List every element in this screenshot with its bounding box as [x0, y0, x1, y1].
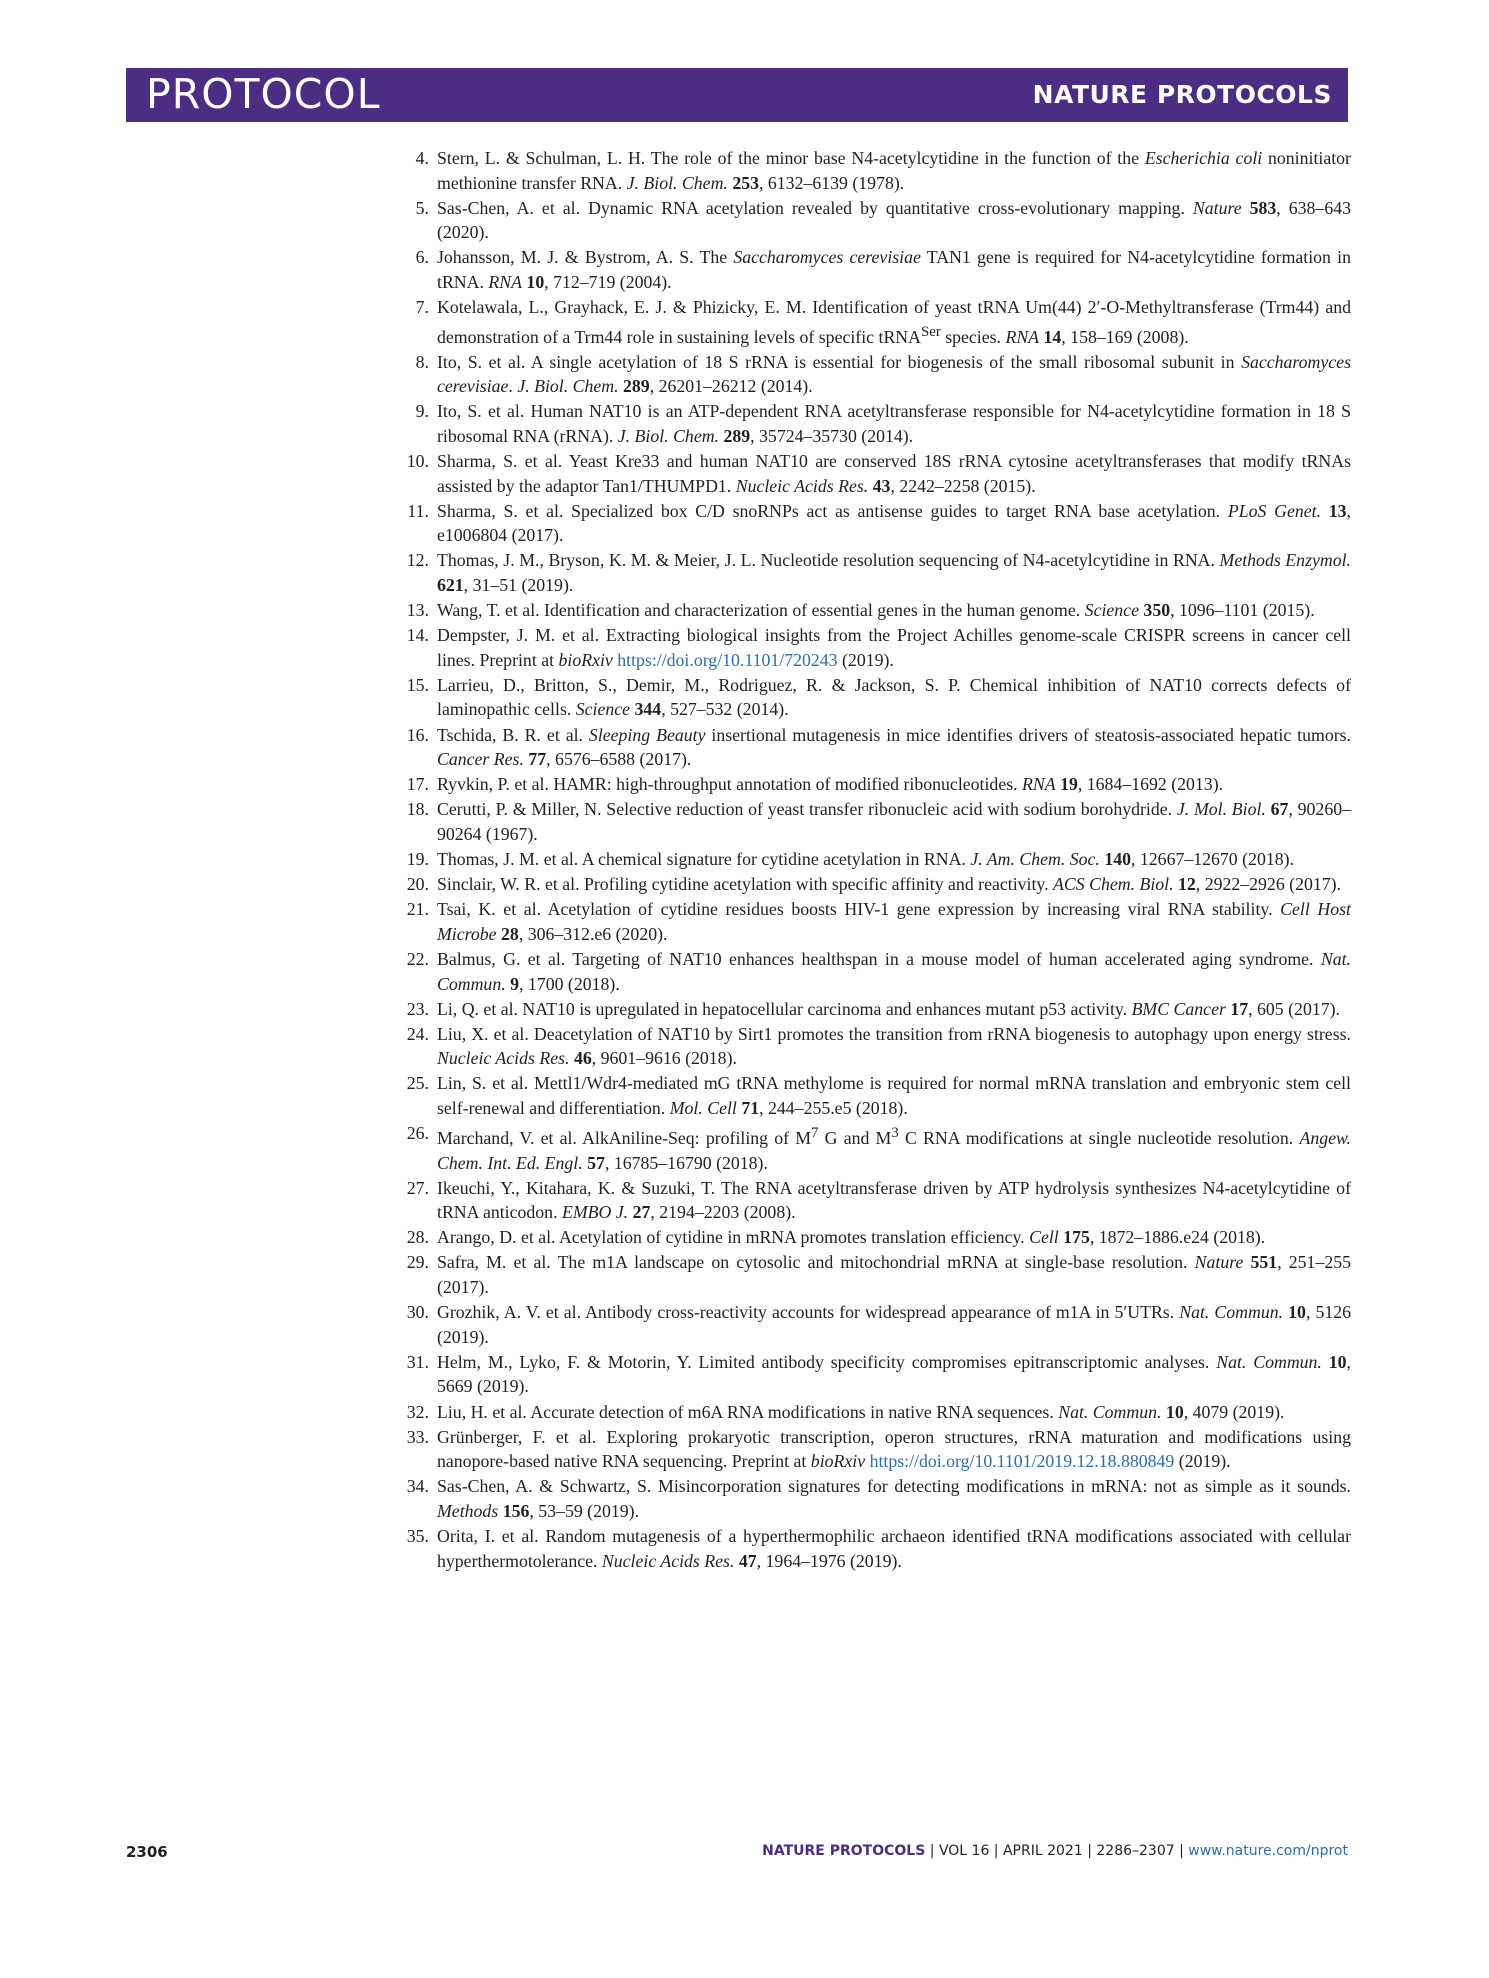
- header-banner: [126, 68, 1348, 122]
- reference-item: [395, 1400, 1351, 1425]
- reference-text: Orita, I. et al. Random mutagenesis of a hyperthermophilic archaeon identified tRNA modifications associated with cellular hyperthermotolerance. Nucleic Acids Res. 47, 1964–1976 (2019).: [437, 1526, 1351, 1571]
- reference-item: [395, 1022, 1351, 1071]
- doi-link[interactable]: https://doi.org/10.1101/720243: [617, 649, 838, 670]
- reference-item: [395, 499, 1351, 548]
- reference-number: 14.: [406, 625, 429, 646]
- reference-text: Sas-Chen, A. & Schwartz, S. Misincorporation signatures for detecting modifications in mRNA: not as simple as it sounds. Methods 156, 53–59 (2019).: [437, 1476, 1351, 1521]
- reference-text: Liu, H. et al. Accurate detection of m6A RNA modifications in native RNA sequences. Nat. Commun. 10, 4079 (2019).: [437, 1401, 1285, 1422]
- reference-number: 9.: [415, 401, 429, 422]
- reference-number: 11.: [407, 500, 429, 521]
- reference-item: [395, 1350, 1351, 1399]
- reference-text: Ikeuchi, Y., Kitahara, K. & Suzuki, T. The RNA acetyltransferase driven by ATP hydrolysis synthesizes N4-acetylcytidine of tRNA anticodon. EMBO J. 27, 2194–2203 (2008).: [437, 1177, 1351, 1223]
- reference-text: Ryvkin, P. et al. HAMR: high-throughput annotation of modified ribonucleotides. RNA 19, 1684–1692 (2013).: [437, 774, 1224, 795]
- reference-item: [395, 1425, 1351, 1474]
- reference-item: [395, 997, 1351, 1022]
- reference-item: [395, 797, 1351, 846]
- reference-text: Safra, M. et al. The m1A landscape on cytosolic and mitochondrial mRNA at single-base resolution. Nature 551, 251–255 (2017).: [437, 1252, 1352, 1298]
- reference-number: 13.: [406, 600, 429, 621]
- reference-item: [395, 772, 1351, 797]
- reference-text: Tsai, K. et al. Acetylation of cytidine residues boosts HIV-1 gene expression by increasing viral RNA stability. Cell Host Microbe 28, 306–312.e6 (2020).: [437, 899, 1351, 944]
- reference-number: 23.: [406, 998, 429, 1019]
- reference-item: [395, 1250, 1351, 1299]
- footer-separator: |: [1174, 1843, 1189, 1859]
- reference-text: Marchand, V. et al. AlkAniline-Seq: profiling of $M^7$ G and $M^3$ C RNA modifications at single nucleotide resolution. Angew. Chem. Int. Ed. Engl. 57, 16785–16790 (2018).: [437, 1125, 1351, 1173]
- reference-text: Thomas, J. M. et al. A chemical signature for cytidine acetylation in RNA. J. Am. Chem. Soc. 140, 12667–12670 (2018).: [437, 849, 1294, 870]
- reference-text: Liu, X. et al. Deacetylation of NAT10 by Sirt1 promotes the transition from rRNA biogenesis to autophagy upon energy stress. Nucleic Acids Res. 46, 9601–9616 (2018).: [437, 1023, 1351, 1069]
- reference-text: Grünberger, F. et al. Exploring prokaryotic transcription, operon structures, rRNA maturation and modifications using nanopore-based native RNA sequencing. Preprint at bioRxiv https://doi.org/10.1101/2019.12.18.880849 (2019).: [437, 1426, 1351, 1472]
- reference-number: 21.: [406, 899, 429, 920]
- reference-item: [395, 1176, 1351, 1225]
- reference-number: 7.: [415, 297, 429, 318]
- reference-text: Arango, D. et al. Acetylation of cytidine in mRNA promotes translation efficiency. Cell 175, 1872–1886.e24 (2018).: [437, 1227, 1266, 1248]
- reference-item: [395, 1121, 1351, 1175]
- reference-text: Larrieu, D., Britton, S., Demir, M., Rodriguez, R. & Jackson, S. P. Chemical inhibition of NAT10 corrects defects of laminopathic cells. Science 344, 527–532 (2014).: [437, 674, 1351, 720]
- reference-item: [395, 548, 1351, 597]
- reference-text: Dempster, J. M. et al. Extracting biological insights from the Project Achilles genome-scale CRISPR screens in cancer cell lines. Preprint at bioRxiv https://doi.org/10.1101/720243 (2019).: [437, 625, 1351, 670]
- reference-item: [395, 350, 1351, 399]
- reference-number: 15.: [406, 674, 429, 695]
- reference-text: Wang, T. et al. Identification and characterization of essential genes in the human genome. Science 350, 1096–1101 (2015).: [437, 600, 1315, 621]
- reference-item: [395, 1474, 1351, 1523]
- reference-number: 35.: [406, 1526, 429, 1546]
- footer-volume: VOL 16: [938, 1843, 990, 1859]
- reference-number: 19.: [406, 849, 429, 870]
- footer-pages: 2286–2307: [1096, 1843, 1175, 1859]
- reference-text: Li, Q. et al. NAT10 is upregulated in hepatocellular carcinoma and enhances mutant p53 activity. BMC Cancer 17, 605 (2017).: [437, 998, 1340, 1019]
- doi-link[interactable]: https://doi.org/10.1101/2019.12.18.880849: [869, 1451, 1175, 1472]
- reference-text: Kotelawala, L., Grayhack, E. J. & Phizicky, E. M. Identification of yeast tRNA Um(44) 2′-O-Methyltransferase (Trm44) and demonstration of a Trm44 role in sustaining levels of specific tRNA$^{Ser}$ species. RNA 14, 158–169 (2008).: [437, 297, 1351, 347]
- reference-number: 8.: [415, 351, 429, 372]
- footer-date: APRIL 2021: [1002, 1843, 1083, 1859]
- section-label: PROTOCOL: [146, 70, 381, 118]
- reference-item: [395, 146, 1351, 195]
- footer-separator: |: [989, 1843, 1003, 1859]
- reference-text: Stern, L. & Schulman, L. H. The role of the minor base N4-acetylcytidine in the function of the Escherichia coli noninitiator methionine transfer RNA. J. Biol. Chem. 253, 6132–6139 (1978).: [437, 148, 1351, 193]
- reference-number: 16.: [406, 724, 429, 745]
- reference-text: Ito, S. et al. A single acetylation of 18 S rRNA is essential for biogenesis of the small ribosomal subunit in Saccharomyces cerevisiae. J. Biol. Chem. 289, 26201–26212 (2014).: [437, 351, 1351, 397]
- reference-text: Johansson, M. J. & Bystrom, A. S. The Saccharomyces cerevisiae TAN1 gene is required for N4-acetylcytidine formation in tRNA. RNA 10, 712–719 (2004).: [437, 247, 1351, 292]
- reference-text: Grozhik, A. V. et al. Antibody cross-reactivity accounts for widespread appearance of m1A in 5′UTRs. Nat. Commun. 10, 5126 (2019).: [437, 1302, 1352, 1347]
- reference-item: [395, 847, 1351, 872]
- footer-separator: |: [925, 1843, 939, 1859]
- footer-journal: NATURE PROTOCOLS: [762, 1843, 926, 1859]
- reference-number: 5.: [415, 197, 429, 218]
- reference-item: [395, 598, 1351, 623]
- reference-item: [395, 673, 1351, 722]
- reference-item: [395, 449, 1351, 498]
- reference-number: 12.: [406, 550, 429, 571]
- footer-citation: [762, 1843, 1348, 1859]
- reference-item: [395, 623, 1351, 672]
- reference-number: 24.: [406, 1023, 429, 1044]
- reference-text: Ito, S. et al. Human NAT10 is an ATP-dependent RNA acetyltransferase responsible for N4-acetylcytidine formation in 18 S ribosomal RNA (rRNA). J. Biol. Chem. 289, 35724–35730 (2014).: [437, 401, 1351, 446]
- reference-item: [395, 196, 1351, 245]
- reference-number: 29.: [406, 1252, 429, 1273]
- reference-text: Sinclair, W. R. et al. Profiling cytidine acetylation with specific affinity and reactivity. ACS Chem. Biol. 12, 2922–2926 (2017).: [437, 874, 1341, 895]
- reference-text: Helm, M., Lyko, F. & Motorin, Y. Limited antibody specificity compromises epitranscriptomic analyses. Nat. Commun. 10, 5669 (2019).: [437, 1351, 1351, 1397]
- reference-item: [395, 399, 1351, 448]
- reference-number: 4.: [415, 148, 429, 168]
- journal-label: NATURE PROTOCOLS: [1032, 80, 1332, 109]
- reference-item: [395, 1071, 1351, 1120]
- reference-item: [395, 872, 1351, 897]
- reference-item: [395, 1300, 1351, 1349]
- reference-number: 31.: [406, 1351, 429, 1372]
- reference-item: [395, 295, 1351, 349]
- reference-number: 32.: [406, 1401, 429, 1422]
- footer-url-link[interactable]: www.nature.com/nprot: [1188, 1843, 1348, 1859]
- reference-number: 27.: [406, 1177, 429, 1198]
- reference-number: 25.: [406, 1073, 429, 1094]
- page-number: 2306: [126, 1843, 168, 1861]
- reference-item: [395, 245, 1351, 294]
- reference-list: [395, 146, 1351, 1574]
- reference-text: Sas-Chen, A. et al. Dynamic RNA acetylation revealed by quantitative cross-evolutionary mapping. Nature 583, 638–643 (2020).: [437, 197, 1351, 243]
- reference-item: [395, 723, 1351, 772]
- reference-text: Balmus, G. et al. Targeting of NAT10 enhances healthspan in a mouse model of human accelerated aging syndrome. Nat. Commun. 9, 1700 (2018).: [437, 948, 1351, 994]
- reference-text: Cerutti, P. & Miller, N. Selective reduction of yeast transfer ribonucleic acid with sodium borohydride. J. Mol. Biol. 67, 90260–90264 (1967).: [437, 799, 1351, 844]
- reference-item: [395, 1225, 1351, 1250]
- reference-item: [395, 897, 1351, 946]
- reference-text: Lin, S. et al. Mettl1/Wdr4-mediated mG tRNA methylome is required for normal mRNA translation and embryonic stem cell self-renewal and differentiation. Mol. Cell 71, 244–255.e5 (2018).: [437, 1073, 1351, 1118]
- reference-item: [395, 947, 1351, 996]
- reference-number: 6.: [415, 247, 429, 268]
- reference-number: 18.: [406, 799, 429, 820]
- reference-number: 22.: [406, 948, 429, 969]
- reference-text: Sharma, S. et al. Yeast Kre33 and human NAT10 are conserved 18S rRNA cytosine acetyltransferases that modify tRNAs assisted by the adaptor Tan1/THUMPD1. Nucleic Acids Res. 43, 2242–2258 (2015).: [437, 451, 1351, 496]
- reference-number: 26.: [406, 1123, 429, 1144]
- reference-text: Tschida, B. R. et al. Sleeping Beauty insertional mutagenesis in mice identifies drivers of steatosis-associated hepatic tumors. Cancer Res. 77, 6576–6588 (2017).: [437, 724, 1352, 770]
- reference-number: 10.: [406, 451, 429, 472]
- reference-text: Sharma, S. et al. Specialized box C/D snoRNPs act as antisense guides to target RNA base acetylation. PLoS Genet. 13, e1006804 (2017).: [437, 500, 1351, 546]
- reference-number: 33.: [406, 1426, 429, 1447]
- reference-number: 20.: [406, 874, 429, 895]
- reference-number: 17.: [406, 774, 429, 795]
- reference-number: 30.: [406, 1302, 429, 1323]
- reference-number: 34.: [406, 1476, 429, 1497]
- reference-item: [395, 1524, 1351, 1573]
- reference-text: Thomas, J. M., Bryson, K. M. & Meier, J. L. Nucleotide resolution sequencing of N4-acetylcytidine in RNA. Methods Enzymol. 621, 31–51 (2019).: [437, 550, 1351, 596]
- reference-number: 28.: [406, 1227, 429, 1248]
- footer-separator: |: [1082, 1843, 1097, 1859]
